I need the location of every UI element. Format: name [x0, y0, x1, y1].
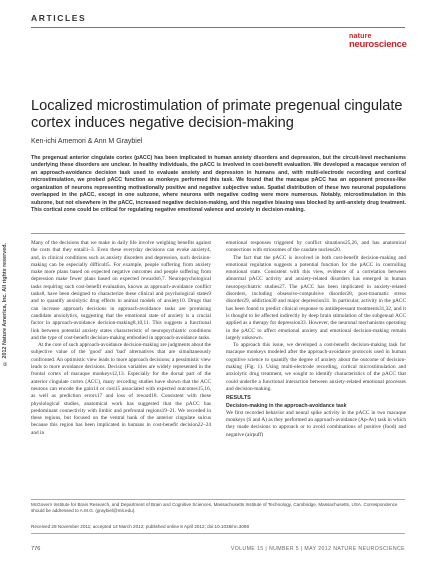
results-heading: RESULTS [226, 395, 251, 402]
copyright-notice: © 2012 Nature America, Inc. All rights reserved. [2, 242, 8, 366]
affiliation-footnote: McGovern Institute for Brain Research, and Department of Brain and Cognitive Sciences, Massachusetts Institute of Technology, Cambridge, Massachusetts, USA. Correspondence should be addressed to A.M.G. (graybiel@mit.edu). [31, 502, 398, 513]
header-rule [31, 27, 405, 28]
body-paragraph: Many of the decisions that we make in daily life involve weighing benefits against the costs that they entail1–3. Even these everyday decisions can evoke anxiety4, and, in clinical conditions such as anxiety disorders and depression, such decision-making can be especially difficult5. For example, people suffering from anxiety make more plans based on expected negative outcomes and people suffering from depression make fewer plans based on expected rewards6,7. Neuropsychological tasks requiring such cost-benefit evaluation, known as approach-avoidance conflict tasks8, have been designed to characterize these clinical and psychological states9 and to quantify anxiolytic drug effects in animal models of anxiety10. Drugs that can increase approach decisions in approach-avoidance tasks are promising candidate anxiolytics, suggesting that the emotional state of anxiety is a crucial factor in approach-avoidance decision-making8,10,11. This suggests a functional link between potential anxiety states characteristic of neuropsychiatric conditions and the type of cost-benefit decision-making embodied in approach-avoidance tasks. [31, 240, 211, 341]
abstract: The pregenual anterior cingulate cortex (pACC) has been implicated in human anxiety disorders and depression, but the circuit-level mechanisms underlying these disorders are unclear. In healthy individuals, the pACC is involved in cost-benefit evaluation. We developed a macaque version of an approach-avoidance decision task used to evaluate anxiety and depression in humans and, with multi-electrode recording and cortical microstimulation, we probed pACC function as monkeys performed this task. We found that the macaque pACC has an opponent process-like organization of neurons representing motivationally positive and negative subjective value. Spatial distribution of these two neuronal populations overlapped in the pACC, except in one subzone, where neurons with negative coding were more numerous. Notably, microstimulation in this subzone, but not elsewhere in the pACC, increased negative decision-making, and this negative biasing was blocked by anti-anxiety drug treatment. This cortical zone could be critical for regulating negative emotional valence and anxiety in decision-making. [31, 155, 406, 214]
body-column-right [226, 240, 406, 496]
page-number: 776 [31, 546, 41, 552]
abstract-rule [31, 233, 405, 234]
journal-logo-line2: neuroscience [349, 39, 407, 50]
author-list: Ken-ichi Amemori & Ann M Graybiel [31, 138, 143, 145]
results-subheading: Decision-making in the approach-avoidance task [226, 402, 347, 409]
footnote-rule [31, 499, 405, 500]
body-column-left [31, 240, 211, 496]
body-paragraph: The fact that the pACC is involved in both cost-benefit decision-making and emotional regulation suggests a potential function for the pACC in controlling emotional state. Consistent with this view, evidence of a correlation between abnormal pACC activity and anxiety-related disorders has emerged in human neuropsychiatric studies27. The pACC has been implicated in anxiety-related disorders, including obsessive-compulsive disorder28, post-traumatic stress disorder29, addiction30 and major depression31. In particular, activity in the pACC has been found to predict clinical response to antidepressant treatments31,32, and it is thought to be affected indirectly by deep brain stimulation of the subgenual ACC applied as a therapy for depression33. However, the neuronal mechanisms operating in the pACC to affect emotional anxiety and emotional decision-making remain largely unknown. [226, 254, 406, 341]
body-paragraph: We first recorded behavior and neural spike activity in the pACC in two macaque monkeys (S and A) as they performed an approach-avoidance (Ap-Av) task in which they made decisions to approach or to avoid combinations of positive (food) and negative (airpuff) [226, 409, 406, 438]
body-paragraph: emotional responses triggered by conflict situations25,26, and has anatomical connections with striosomes of the caudate nucleus20. [226, 240, 406, 254]
received-dates: Received 29 November 2011; accepted 14 March 2012; published online 8 April 2012; doi:10.1038/nn.3088 [31, 524, 250, 529]
body-paragraph: At the core of such approach-avoidance decision-making are judgments about the subjective value of the 'good' and 'bad' alternatives that are simultaneously confronted. An optimistic view leads to more approach decisions; a pessimistic view leads to more avoidance decisions. Decision variables are widely represented in the frontal cortex of macaque monkeys12,13. Especially for the dorsal part of the anterior cingulate cortex (ACC), many recording studies have shown that the ACC neurons can encode the gain14 or cost15 associated with expected outcomes15,16, as well as prediction errors17 and loss of reward18. Consistent with these physiological studies, anatomical work has suggested that the pACC has predominant connectivity with limbic and prefrontal regions19–21. We recorded in these regions, but focused on the ventral bank of the anterior cingulate sulcus because this region has been implicated in humans in cost-benefit decision22–24 and in [31, 342, 211, 436]
journal-logo [349, 33, 407, 53]
section-label: ARTICLES [31, 13, 87, 23]
body-paragraph: To approach this issue, we developed a cost-benefit decision-making task for macaque monkeys modeled after the approach-avoidance protocols used in human cognitive science to quantify the degree of anxiety about the outcome of decision-making (Fig. 1). Using multi-electrode recording, cortical microstimulation and anxiolytic drug treatment, we sought to identify characteristics of the pACC that could underlie a functional interaction between anxiety-related emotional processes and decision-making. [226, 342, 406, 392]
journal-logo-line1: nature [349, 33, 372, 40]
footer-rule [31, 533, 405, 534]
article-title: Localized microstimulation of primate pregenual cingulate cortex induces negative decision-making [31, 98, 403, 131]
volume-info: VOLUME 15 | NUMBER 5 | MAY 2012 NATURE NEUROSCIENCE [230, 546, 405, 552]
